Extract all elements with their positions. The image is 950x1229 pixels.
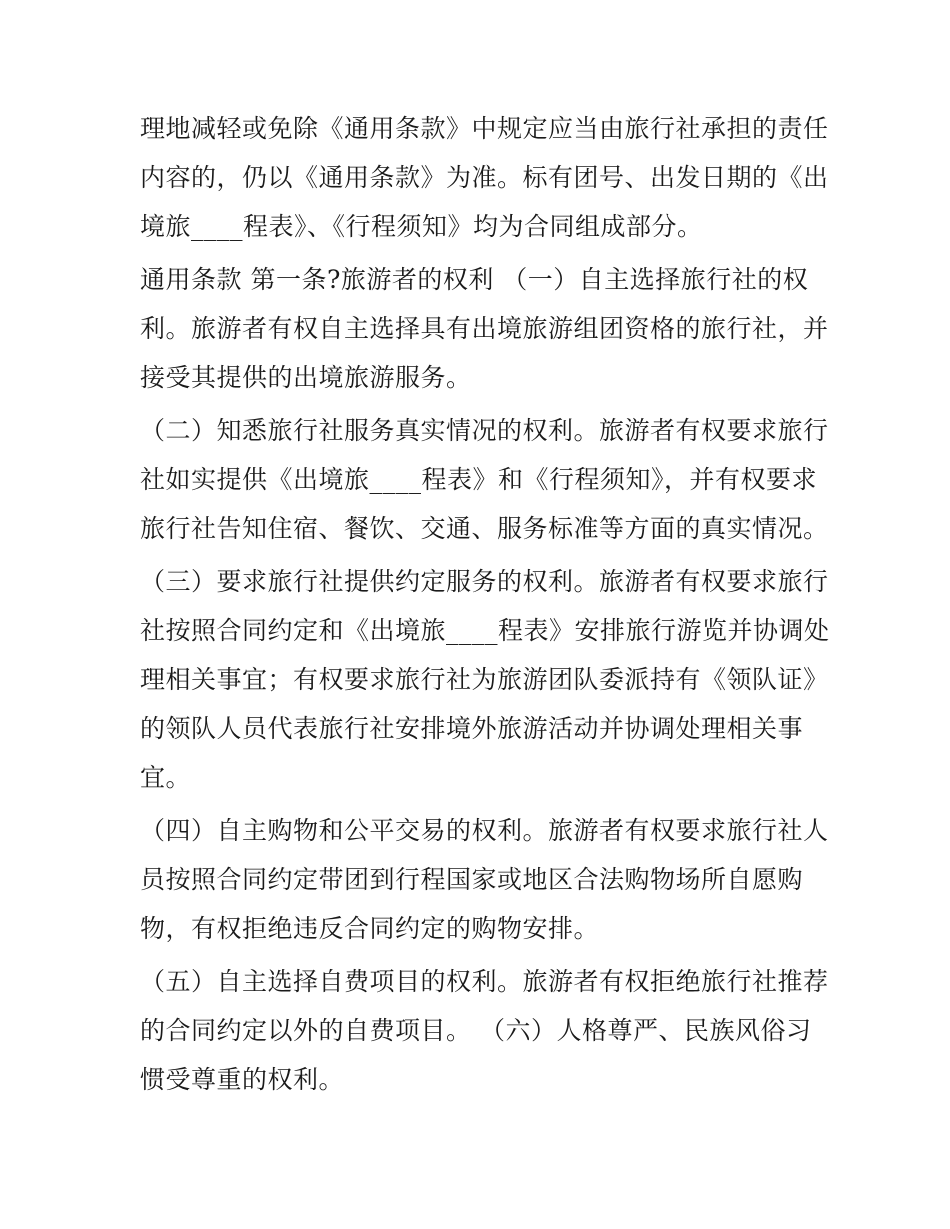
text-line: 境旅____程表》、《行程须知》均为合同组成部分。: [140, 212, 703, 241]
paragraph-right-4: [140, 806, 829, 953]
text-line: 的领队人员代表旅行社安排境外旅游活动并协调处理相关事: [140, 714, 804, 743]
paragraph-article-1-right-1: [140, 255, 829, 402]
text-line: 内容的，仍以《通用条款》为准。标有团号、出发日期的《出: [140, 163, 829, 192]
text-line: （四）自主购物和公平交易的权利。旅游者有权要求旅行社人: [140, 816, 829, 845]
text-line: 惯受尊重的权利。: [140, 1065, 345, 1094]
text-line: 理地减轻或免除《通用条款》中规定应当由旅行社承担的责任: [140, 114, 829, 143]
paragraph-right-2: [140, 406, 829, 553]
text-line: （五）自主选择自费项目的权利。旅游者有权拒绝旅行社推荐: [140, 967, 829, 996]
text-line: 员按照合同约定带团到行程国家或地区合法购物场所自愿购: [140, 865, 804, 894]
paragraph-right-5-6: [140, 957, 829, 1104]
text-line: 旅行社告知住宿、餐饮、交通、服务标准等方面的真实情况。: [140, 514, 829, 543]
text-line: 宜。: [140, 763, 192, 792]
text-line: （三）要求旅行社提供约定服务的权利。旅游者有权要求旅行: [140, 567, 829, 596]
text-line: （二）知悉旅行社服务真实情况的权利。旅游者有权要求旅行: [140, 416, 829, 445]
text-line: 物，有权拒绝违反合同约定的购物安排。: [140, 914, 600, 943]
text-line: 接受其提供的出境旅游服务。: [140, 363, 472, 392]
text-line: 社如实提供《出境旅____程表》和《行程须知》，并有权要求: [140, 465, 818, 494]
text-line: 通用条款 第一条?旅游者的权利 （一）自主选择旅行社的权: [140, 265, 809, 294]
text-line: 利。旅游者有权自主选择具有出境旅游组团资格的旅行社，并: [140, 314, 829, 343]
text-line: 社按照合同约定和《出境旅____程表》安排旅行游览并协调处: [140, 616, 830, 645]
document-body: [140, 104, 830, 1108]
text-line: 的合同约定以外的自费项目。 （六）人格尊严、民族风俗习: [140, 1016, 812, 1045]
text-line: 理相关事宜；有权要求旅行社为旅游团队委派持有《领队证》: [140, 665, 829, 694]
paragraph-right-3: [140, 557, 830, 802]
paragraph-intro-continuation: [140, 104, 829, 251]
